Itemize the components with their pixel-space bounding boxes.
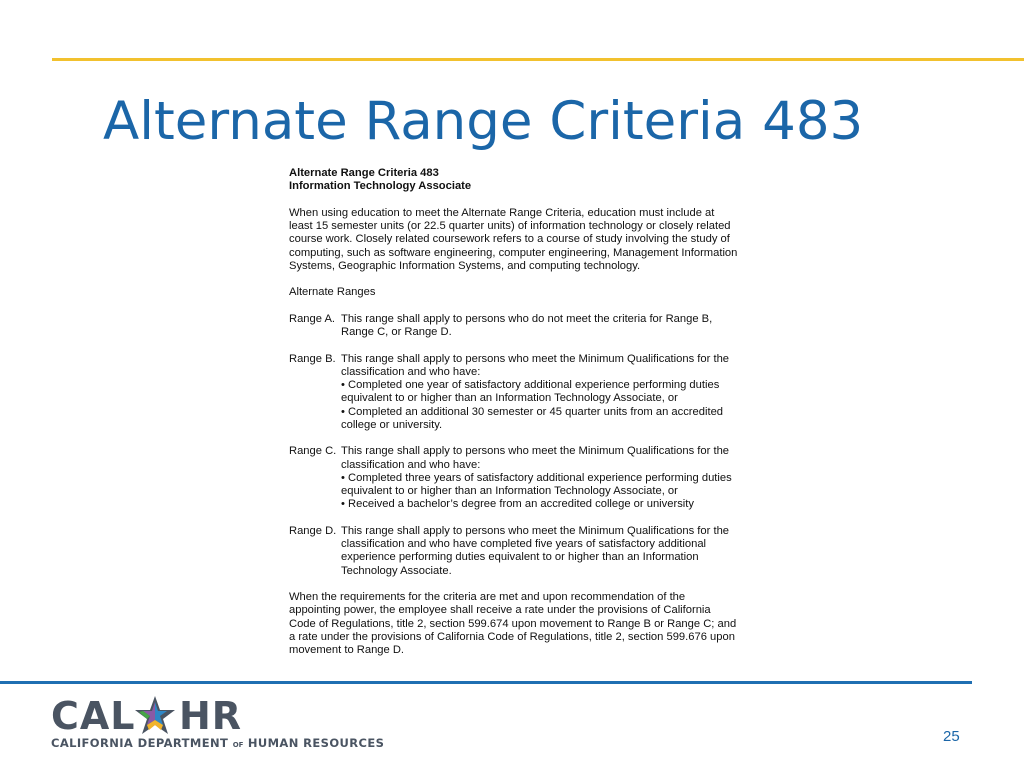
top-divider — [52, 58, 1024, 61]
range-label: Range B. — [289, 352, 336, 365]
range-c — [289, 445, 769, 511]
range-line: • Received a bachelor’s degree from an accredited college or university — [341, 498, 694, 511]
closing-line: movement to Range D. — [289, 644, 405, 656]
page-number: 25 — [943, 728, 960, 745]
bottom-divider — [0, 681, 972, 684]
intro-line: least 15 semester units (or 22.5 quarter units) of information technology or closely related — [289, 220, 731, 232]
intro-line: When using education to meet the Alternate Range Criteria, education must include at — [289, 206, 715, 219]
range-line: This range shall apply to persons who meet the Minimum Qualifications for the — [341, 524, 730, 537]
intro-paragraph — [289, 207, 769, 273]
intro-line: computing, such as software engineering, computer engineering, Management Information — [289, 246, 738, 259]
logo-tagline — [51, 736, 384, 750]
range-line: classification and who have: — [341, 365, 481, 378]
range-line: This range shall apply to persons who meet the Minimum Qualifications for the — [341, 445, 730, 458]
logo-tagline-of: OF — [232, 741, 244, 749]
closing-line: appointing power, the employee shall receive a rate under the provisions of California — [289, 604, 711, 617]
range-line: experience performing duties equivalent to or higher than an Information — [341, 551, 699, 564]
slide-title: Alternate Range Criteria 483 — [103, 91, 864, 152]
star-icon — [131, 694, 179, 738]
intro-line: course work. Closely related coursework refers to a course of study involving the study of — [289, 233, 730, 246]
closing-line: When the requirements for the criteria are met and upon recommendation of the — [289, 591, 686, 603]
range-line: • Completed one year of satisfactory additional experience performing duties — [341, 379, 720, 391]
range-a — [289, 313, 769, 340]
range-b — [289, 353, 769, 433]
logo-word-cal: CAL — [51, 694, 136, 738]
closing-line: Code of Regulations, title 2, section 599.674 upon movement to Range B or Range C; and — [289, 617, 737, 630]
calhr-logo — [51, 694, 385, 754]
range-line: classification and who have: — [341, 458, 481, 471]
logo-word-hr: HR — [179, 694, 243, 738]
range-line: classification and who have completed five years of satisfactory additional — [341, 538, 707, 550]
range-d — [289, 525, 769, 578]
range-line: equivalent to or higher than an Information Technology Associate, or — [341, 392, 678, 405]
closing-paragraph — [289, 591, 769, 657]
doc-subtitle: Information Technology Associate — [289, 180, 472, 193]
document-excerpt — [289, 167, 769, 657]
range-line: college or university. — [341, 418, 443, 431]
range-line: • Completed an additional 30 semester or 45 quarter units from an accredited — [341, 405, 724, 418]
range-label: Range D. — [289, 524, 337, 537]
range-line: This range shall apply to persons who do not meet the criteria for Range B, — [341, 312, 713, 325]
range-line: This range shall apply to persons who meet the Minimum Qualifications for the — [341, 352, 730, 365]
range-line: Range C, or Range D. — [341, 326, 452, 338]
range-label: Range A. — [289, 312, 336, 325]
logo-tagline-part1: CALIFORNIA DEPARTMENT — [51, 736, 229, 750]
range-line: equivalent to or higher than an Information Technology Associate, or — [341, 485, 678, 497]
logo-tagline-part2: HUMAN RESOURCES — [247, 736, 385, 750]
doc-heading: Alternate Range Criteria 483 — [289, 167, 439, 179]
intro-line: Systems, Geographic Information Systems, and computing technology. — [289, 259, 641, 272]
closing-line: a rate under the provisions of California Code of Regulations, title 2, section 599.676 upon — [289, 630, 735, 643]
range-line: Technology Associate. — [341, 564, 452, 577]
range-line: • Completed three years of satisfactory additional experience performing duties — [341, 471, 732, 484]
alternate-ranges-heading: Alternate Ranges — [289, 286, 376, 299]
range-label: Range C. — [289, 445, 337, 458]
